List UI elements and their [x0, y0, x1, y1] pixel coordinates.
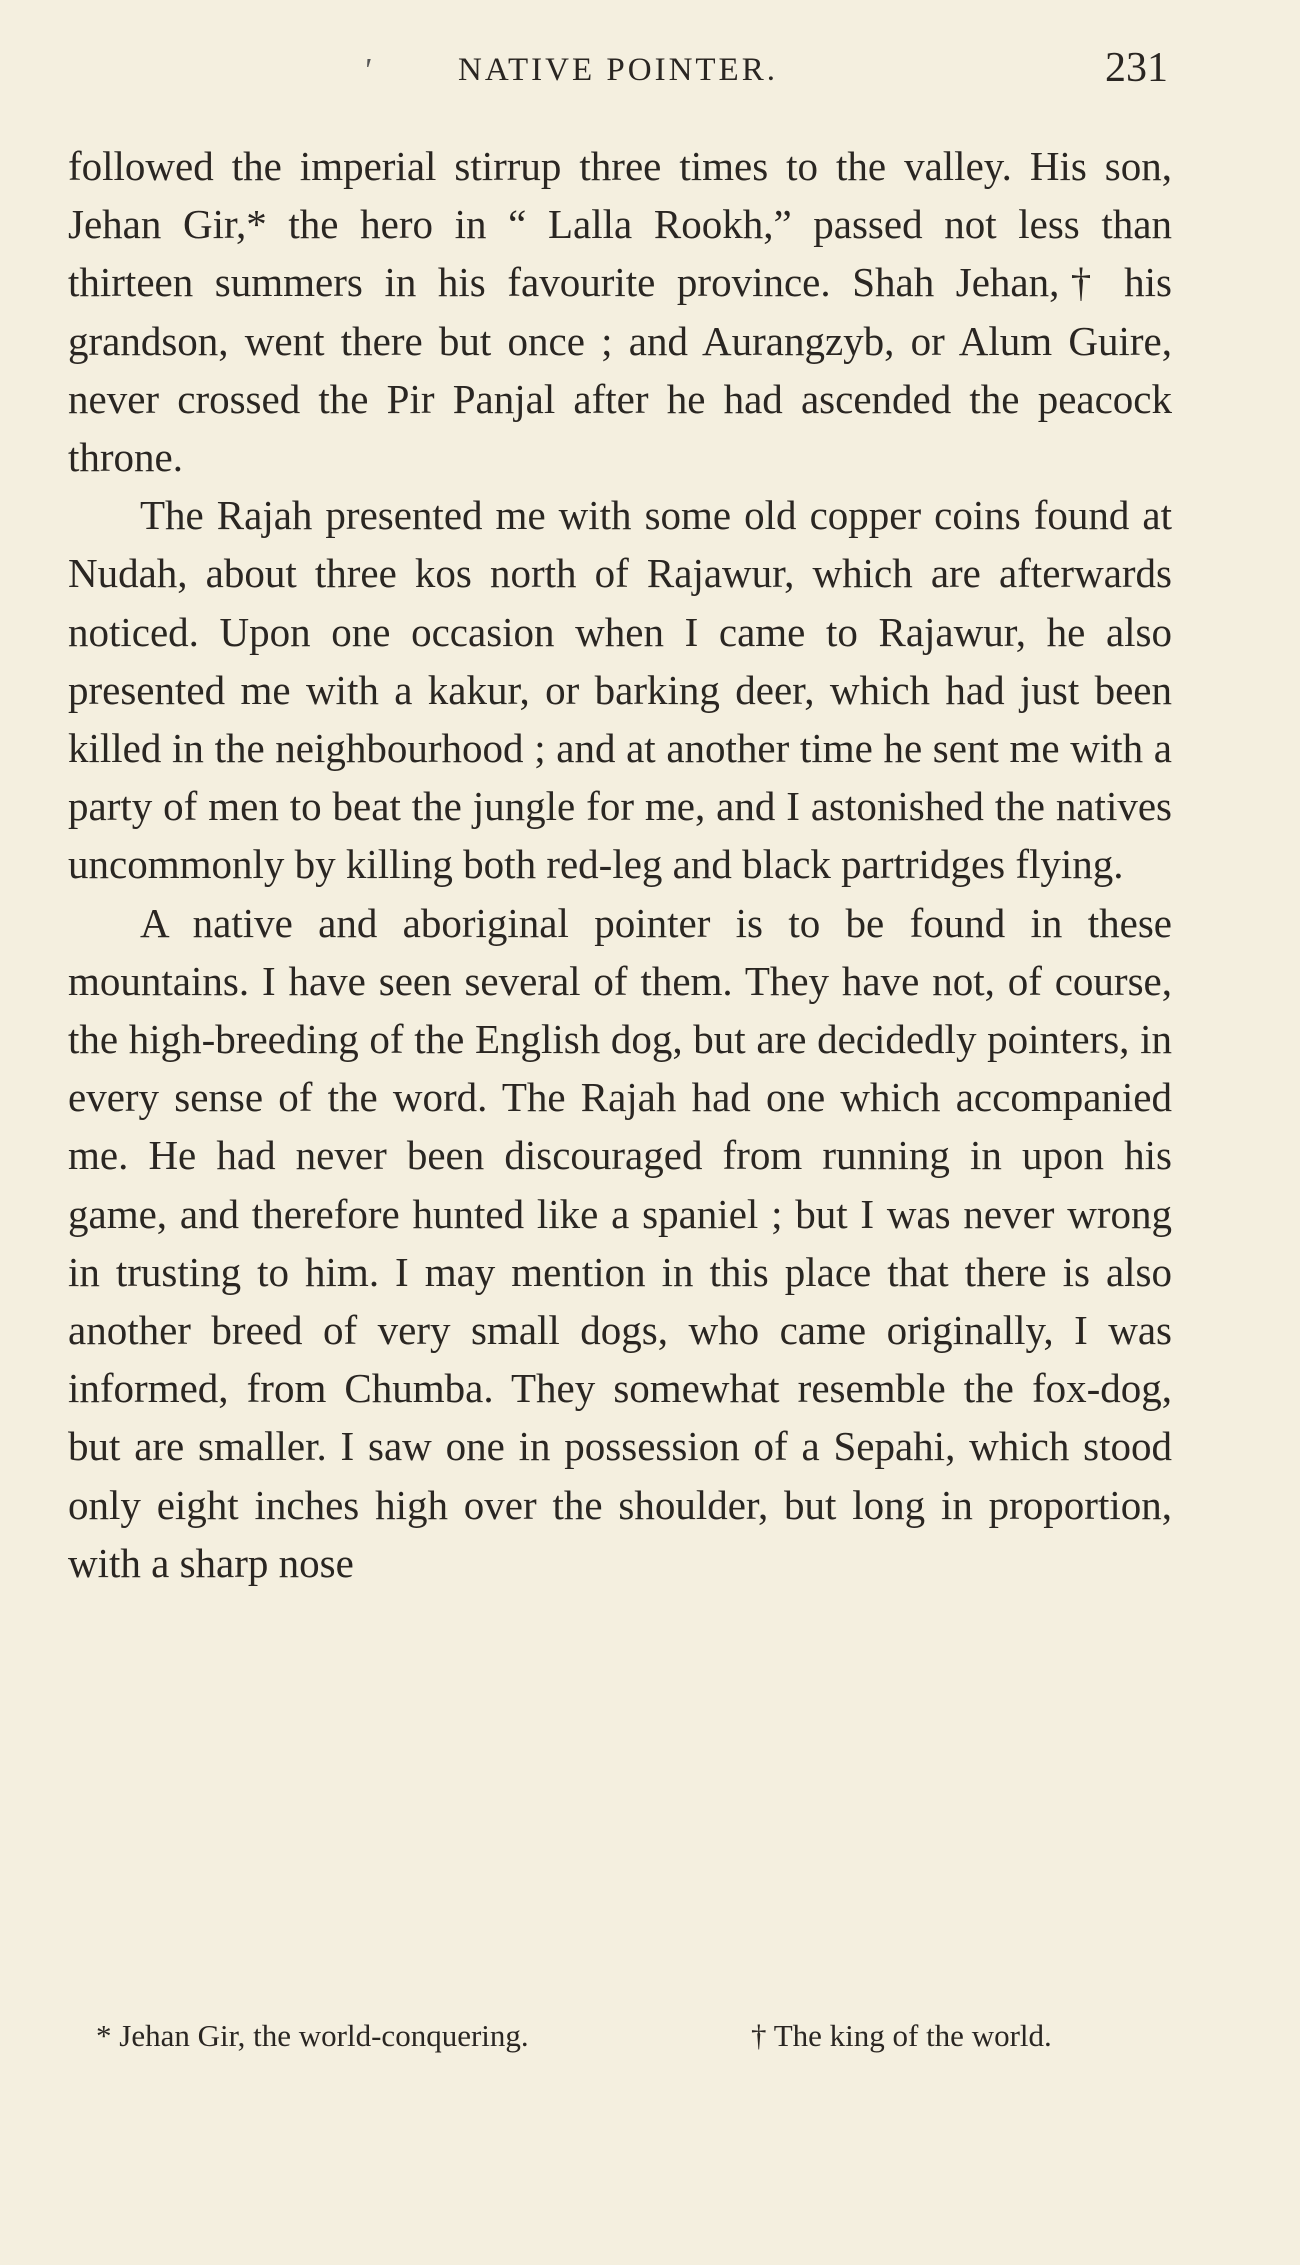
running-head: NATIVE POINTER.	[458, 52, 778, 88]
footnote-shah-jehan: † The king of the world.	[751, 2018, 1052, 2053]
paragraph-2: The Rajah presented me with some old copper coins found at Nudah, about three kos north of Rajawur, which are afterwards noticed. Upon one occasion when I came to Rajawur, he also presented me with a kakur, or barking deer, which had just been killed in the neighbourhood ; and at another time he sent me with a party of men to beat the jungle for me, and I astonished the natives uncommonly by killing both red-leg and black partridges flying.	[68, 492, 1172, 888]
footnote-jehan-gir: * Jehan Gir, the world-conquering.	[96, 2018, 529, 2053]
paragraph-3: A native and aboriginal pointer is to be found in these mountains. I have seen several of them. They have not, of course, the high-breeding of the English dog, but are decidedly pointers, in every sense of the word. The Rajah had one which accompanied me. He had never been discouraged from running in upon his game, and therefore hunted like a spaniel ; but I was never wrong in trusting to him. I may mention in this place that there is also another breed of very small dogs, who came originally, I was informed, from Chumba. They somewhat resemble the fox-dog, but are smaller. I saw one in possession of a Sepahi, which stood only eight inches high over the shoulder, but long in proportion, with a sharp nose	[68, 899, 1172, 1586]
page-header	[68, 44, 1168, 104]
page-number: 231	[1105, 45, 1168, 91]
paragraph-1: followed the imperial stirrup three times to the valley. His son, Jehan Gir,* the hero in “ Lalla Rookh,” passed not less than thirteen summers in his favourite province. Shah Jehan,† his grandson, went there but once ; and Aurangzyb, or Alum Guire, never crossed the Pir Panjal after he had ascended the peacock throne.	[68, 143, 1172, 481]
header-mark: '	[363, 52, 371, 89]
body-text	[68, 137, 1172, 1592]
